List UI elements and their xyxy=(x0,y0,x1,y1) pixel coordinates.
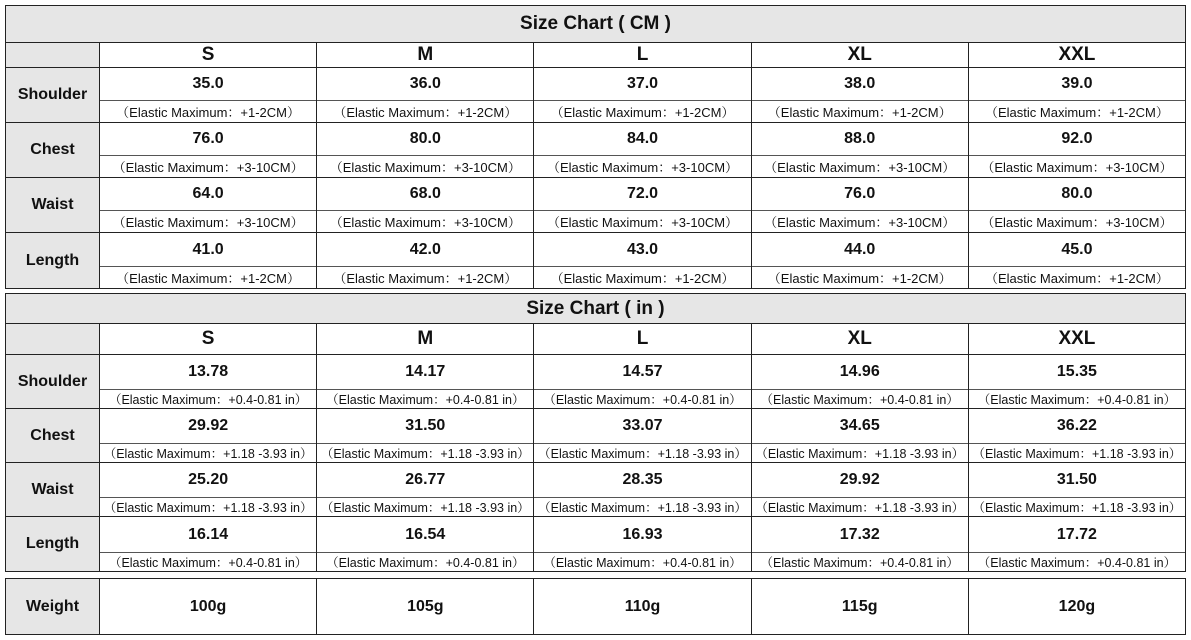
weight-value: 110g xyxy=(534,579,751,634)
measure-value: 64.0 xyxy=(100,178,316,211)
measure-value: 76.0 xyxy=(752,178,968,211)
measure-value: 72.0 xyxy=(534,178,750,211)
elastic-note: （Elastic Maximum：+1.18 -3.93 in） xyxy=(538,501,747,515)
measure-cell xyxy=(534,123,751,177)
measure-cell xyxy=(100,409,317,462)
measure-value: 41.0 xyxy=(100,233,316,267)
elastic-note: （Elastic Maximum：+0.4-0.81 in） xyxy=(760,393,959,407)
measure-value: 16.93 xyxy=(534,517,750,553)
measure-cell xyxy=(317,233,534,288)
measure-value: 80.0 xyxy=(969,178,1185,211)
measure-cell xyxy=(969,123,1185,177)
measure-value: 33.07 xyxy=(534,409,750,444)
measure-value: 45.0 xyxy=(969,233,1185,267)
table-row-waist xyxy=(6,178,1185,233)
elastic-note: （Elastic Maximum：+0.4-0.81 in） xyxy=(326,393,525,407)
size-chart-in-title: Size Chart ( in ) xyxy=(6,294,1185,324)
elastic-note: （Elastic Maximum：+1-2CM） xyxy=(333,271,518,286)
row-label: Shoulder xyxy=(6,355,100,408)
elastic-note: （Elastic Maximum：+1.18 -3.93 in） xyxy=(755,501,965,515)
elastic-note: （Elastic Maximum：+0.4-0.81 in） xyxy=(108,393,308,407)
measure-cell xyxy=(534,517,751,571)
header-corner xyxy=(6,43,100,67)
measure-value: 44.0 xyxy=(752,233,968,267)
size-header-xl: XL xyxy=(752,324,969,354)
measure-cell xyxy=(534,355,751,408)
measure-cell xyxy=(317,355,534,408)
size-header-row xyxy=(6,324,1185,355)
elastic-note: （Elastic Maximum：+0.4-0.81 in） xyxy=(977,556,1177,570)
measure-cell xyxy=(100,463,317,516)
elastic-note: （Elastic Maximum：+1-2CM） xyxy=(767,271,952,286)
measure-value: 17.72 xyxy=(969,517,1185,553)
size-header-l: L xyxy=(534,324,751,354)
size-header-s: S xyxy=(100,324,317,354)
size-header-m: M xyxy=(317,43,534,67)
table-row-shoulder xyxy=(6,355,1185,409)
elastic-note: （Elastic Maximum：+1.18 -3.93 in） xyxy=(320,501,530,515)
elastic-note: （Elastic Maximum：+1.18 -3.93 in） xyxy=(320,447,530,461)
table-row-length xyxy=(6,517,1185,571)
elastic-note: （Elastic Maximum：+0.4-0.81 in） xyxy=(108,556,308,570)
measure-cell xyxy=(752,517,969,571)
elastic-note: （Elastic Maximum：+1.18 -3.93 in） xyxy=(972,501,1182,515)
measure-value: 84.0 xyxy=(534,123,750,156)
elastic-note: （Elastic Maximum：+1-2CM） xyxy=(984,271,1169,286)
row-label: Chest xyxy=(6,409,100,462)
size-header-m: M xyxy=(317,324,534,354)
measure-cell xyxy=(100,355,317,408)
elastic-note: （Elastic Maximum：+3-10CM） xyxy=(981,215,1173,230)
measure-value: 35.0 xyxy=(100,68,316,101)
elastic-note: （Elastic Maximum：+0.4-0.81 in） xyxy=(543,393,742,407)
size-header-xl: XL xyxy=(752,43,969,67)
measure-cell xyxy=(969,463,1185,516)
measure-cell xyxy=(534,178,751,232)
row-label: Length xyxy=(6,233,100,288)
elastic-note: （Elastic Maximum：+1-2CM） xyxy=(116,271,301,286)
measure-value: 29.92 xyxy=(752,463,968,498)
measure-value: 15.35 xyxy=(969,355,1185,390)
weight-value: 105g xyxy=(317,579,534,634)
elastic-note: （Elastic Maximum：+1-2CM） xyxy=(333,105,518,120)
measure-cell xyxy=(969,409,1185,462)
row-label: Chest xyxy=(6,123,100,177)
measure-cell xyxy=(100,233,317,288)
elastic-note: （Elastic Maximum：+3-10CM） xyxy=(329,160,521,175)
size-header-l: L xyxy=(534,43,751,67)
elastic-note: （Elastic Maximum：+0.4-0.81 in） xyxy=(326,556,525,570)
elastic-note: （Elastic Maximum：+1.18 -3.93 in） xyxy=(103,501,313,515)
measure-value: 43.0 xyxy=(534,233,750,267)
measure-cell xyxy=(317,178,534,232)
weight-value: 120g xyxy=(1058,597,1096,615)
measure-value: 37.0 xyxy=(534,68,750,101)
measure-value: 13.78 xyxy=(100,355,316,390)
elastic-note: （Elastic Maximum：+3-10CM） xyxy=(546,215,739,230)
measure-cell xyxy=(752,463,969,516)
size-header-row xyxy=(6,43,1185,68)
measure-cell xyxy=(969,233,1185,288)
size-chart-cm-title: Size Chart ( CM ) xyxy=(6,6,1185,43)
measure-cell xyxy=(317,463,534,516)
measure-value: 76.0 xyxy=(100,123,316,156)
table-row-chest xyxy=(6,409,1185,463)
measure-cell xyxy=(969,517,1185,571)
measure-cell xyxy=(317,68,534,122)
measure-cell xyxy=(317,123,534,177)
elastic-note: （Elastic Maximum：+3-10CM） xyxy=(764,160,956,175)
size-chart-cm-table xyxy=(5,5,1186,289)
measure-value: 36.0 xyxy=(317,68,533,101)
table-row-weight xyxy=(6,579,1185,634)
elastic-note: （Elastic Maximum：+1.18 -3.93 in） xyxy=(103,447,313,461)
elastic-note: （Elastic Maximum：+1-2CM） xyxy=(550,271,735,286)
elastic-note: （Elastic Maximum：+3-10CM） xyxy=(981,160,1173,175)
elastic-note: （Elastic Maximum：+1.18 -3.93 in） xyxy=(755,447,965,461)
elastic-note: （Elastic Maximum：+3-10CM） xyxy=(329,215,521,230)
elastic-note: （Elastic Maximum：+3-10CM） xyxy=(546,160,739,175)
measure-value: 92.0 xyxy=(969,123,1185,156)
measure-value: 16.14 xyxy=(100,517,316,553)
measure-value: 14.96 xyxy=(752,355,968,390)
size-header-s: S xyxy=(100,43,317,67)
measure-value: 38.0 xyxy=(752,68,968,101)
measure-value: 36.22 xyxy=(969,409,1185,444)
weight-table xyxy=(5,578,1186,635)
measure-cell xyxy=(752,178,969,232)
elastic-note: （Elastic Maximum：+1-2CM） xyxy=(767,105,952,120)
measure-cell xyxy=(317,517,534,571)
row-label: Weight xyxy=(6,579,100,634)
measure-cell xyxy=(100,517,317,571)
elastic-note: （Elastic Maximum：+1-2CM） xyxy=(116,105,301,120)
measure-cell xyxy=(100,68,317,122)
measure-value: 31.50 xyxy=(317,409,533,444)
elastic-note: （Elastic Maximum：+0.4-0.81 in） xyxy=(543,556,742,570)
measure-value: 14.17 xyxy=(317,355,533,390)
measure-cell xyxy=(534,409,751,462)
measure-cell xyxy=(752,233,969,288)
measure-cell xyxy=(752,409,969,462)
header-corner xyxy=(6,324,100,354)
elastic-note: （Elastic Maximum：+0.4-0.81 in） xyxy=(760,556,959,570)
measure-value: 16.54 xyxy=(317,517,533,553)
measure-value: 25.20 xyxy=(100,463,316,498)
measure-value: 28.35 xyxy=(534,463,750,498)
table-row-waist xyxy=(6,463,1185,517)
measure-value: 14.57 xyxy=(534,355,750,390)
elastic-note: （Elastic Maximum：+3-10CM） xyxy=(764,215,956,230)
row-label: Waist xyxy=(6,463,100,516)
measure-cell xyxy=(100,123,317,177)
weight-value: 100g xyxy=(100,579,317,634)
row-label: Waist xyxy=(6,178,100,232)
measure-cell xyxy=(969,355,1185,408)
size-header-xxl: XXL xyxy=(1058,44,1096,65)
measure-cell xyxy=(100,178,317,232)
table-row-shoulder xyxy=(6,68,1185,123)
measure-cell xyxy=(534,233,751,288)
weight-value: 115g xyxy=(752,579,969,634)
measure-value: 31.50 xyxy=(969,463,1185,498)
measure-value: 29.92 xyxy=(100,409,316,444)
measure-value: 68.0 xyxy=(317,178,533,211)
elastic-note: （Elastic Maximum：+1-2CM） xyxy=(550,105,735,120)
table-row-chest xyxy=(6,123,1185,178)
elastic-note: （Elastic Maximum：+3-10CM） xyxy=(112,160,304,175)
measure-value: 42.0 xyxy=(317,233,533,267)
measure-value: 17.32 xyxy=(752,517,968,553)
measure-cell xyxy=(752,355,969,408)
size-header-xxl: XXL xyxy=(1058,328,1096,349)
measure-value: 39.0 xyxy=(969,68,1185,101)
measure-cell xyxy=(969,68,1185,122)
measure-cell xyxy=(969,178,1185,232)
size-chart-in-table xyxy=(5,293,1186,572)
elastic-note: （Elastic Maximum：+1.18 -3.93 in） xyxy=(972,447,1182,461)
measure-cell xyxy=(317,409,534,462)
elastic-note: （Elastic Maximum：+1.18 -3.93 in） xyxy=(538,447,747,461)
elastic-note: （Elastic Maximum：+0.4-0.81 in） xyxy=(977,393,1177,407)
measure-cell xyxy=(534,463,751,516)
row-label: Length xyxy=(6,517,100,571)
measure-value: 88.0 xyxy=(752,123,968,156)
elastic-note: （Elastic Maximum：+3-10CM） xyxy=(112,215,304,230)
measure-cell xyxy=(752,123,969,177)
measure-value: 80.0 xyxy=(317,123,533,156)
measure-cell xyxy=(752,68,969,122)
row-label: Shoulder xyxy=(6,68,100,122)
elastic-note: （Elastic Maximum：+1-2CM） xyxy=(984,105,1169,120)
measure-cell xyxy=(534,68,751,122)
measure-value: 34.65 xyxy=(752,409,968,444)
measure-value: 26.77 xyxy=(317,463,533,498)
table-row-length xyxy=(6,233,1185,288)
